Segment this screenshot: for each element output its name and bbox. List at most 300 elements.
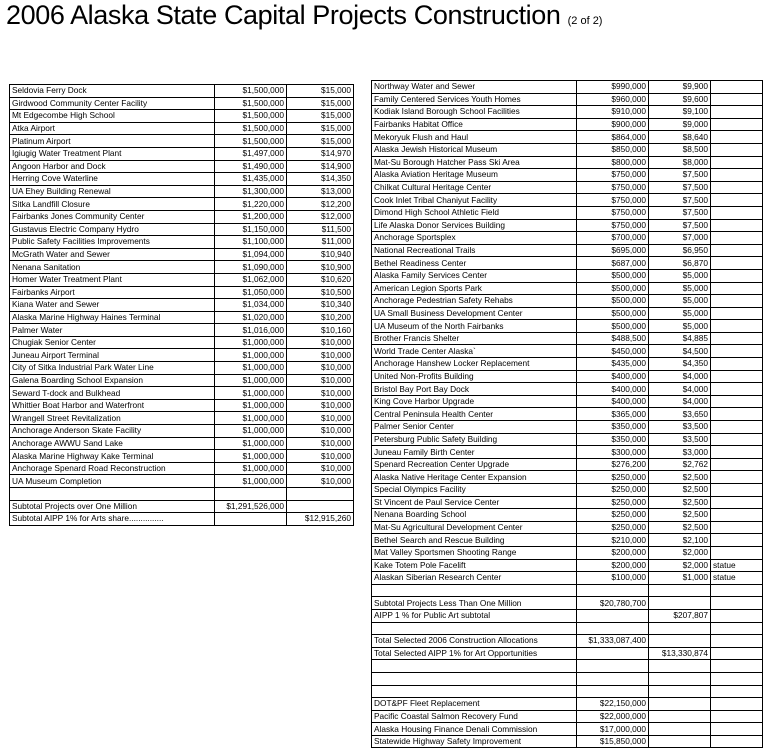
allocation-cell: $750,000 — [577, 169, 649, 182]
table-row — [372, 496, 763, 509]
aipp-cell: $2,500 — [649, 521, 711, 534]
allocation-cell: $960,000 — [577, 93, 649, 106]
project-name-cell: Juneau Family Birth Center — [372, 446, 577, 459]
table-row — [372, 345, 763, 358]
project-name-cell: Nenana Sanitation — [10, 261, 215, 274]
allocation-cell — [577, 584, 649, 597]
aipp-cell: $15,000 — [287, 135, 354, 148]
aipp-cell: $10,000 — [287, 387, 354, 400]
aipp-cell: $10,000 — [287, 462, 354, 475]
project-name-cell: Subtotal AIPP 1% for Arts share............... — [10, 513, 215, 526]
table-row — [10, 349, 354, 362]
project-name-cell: UA Museum Completion — [10, 475, 215, 488]
aipp-cell: $10,620 — [287, 273, 354, 286]
table-row — [372, 295, 763, 308]
project-name-cell: Mat-Su Agricultural Development Center — [372, 521, 577, 534]
aipp-cell: $8,640 — [649, 131, 711, 144]
aipp-cell: $5,000 — [649, 295, 711, 308]
note-cell — [711, 181, 763, 194]
allocation-cell: $1,020,000 — [215, 311, 287, 324]
note-cell — [711, 408, 763, 421]
note-cell — [711, 370, 763, 383]
allocation-cell: $750,000 — [577, 194, 649, 207]
allocation-cell: $1,000,000 — [215, 349, 287, 362]
project-name-cell: American Legion Sports Park — [372, 282, 577, 295]
note-cell — [711, 143, 763, 156]
aipp-cell: $12,915,260 — [287, 513, 354, 526]
table-row — [372, 194, 763, 207]
project-name-cell: Bristol Bay Port Bay Dock — [372, 383, 577, 396]
note-cell — [711, 635, 763, 648]
aipp-cell: $15,000 — [287, 85, 354, 98]
table-row — [372, 219, 763, 232]
table-row — [10, 362, 354, 375]
aipp-cell — [649, 597, 711, 610]
aipp-cell: $5,000 — [649, 307, 711, 320]
table-row — [10, 223, 354, 236]
note-cell — [711, 735, 763, 748]
allocation-cell: $1,062,000 — [215, 273, 287, 286]
aipp-cell: $4,000 — [649, 370, 711, 383]
table-row — [372, 584, 763, 597]
table-row — [10, 85, 354, 98]
table-row — [10, 500, 354, 513]
project-name-cell: Wrangell Street Revitalization — [10, 412, 215, 425]
project-name-cell: Alaska Native Heritage Center Expansion — [372, 471, 577, 484]
table-row — [10, 311, 354, 324]
aipp-cell — [287, 500, 354, 513]
project-name-cell: Brother Francis Shelter — [372, 332, 577, 345]
project-name-cell: UA Museum of the North Fairbanks — [372, 320, 577, 333]
aipp-cell — [649, 710, 711, 723]
allocation-cell: $200,000 — [577, 559, 649, 572]
allocation-cell — [577, 609, 649, 622]
project-name-cell: McGrath Water and Sewer — [10, 248, 215, 261]
note-cell — [711, 106, 763, 119]
note-cell — [711, 269, 763, 282]
table-row — [10, 450, 354, 463]
project-name-cell: Nenana Boarding School — [372, 509, 577, 522]
project-name-cell: UA Small Business Development Center — [372, 307, 577, 320]
table-row — [372, 269, 763, 282]
project-name-cell: Central Peninsula Health Center — [372, 408, 577, 421]
project-name-cell: Kiana Water and Sewer — [10, 299, 215, 312]
allocation-cell: $1,000,000 — [215, 450, 287, 463]
allocation-cell: $695,000 — [577, 244, 649, 257]
project-name-cell: Kodiak Island Borough School Facilities — [372, 106, 577, 119]
table-row — [372, 244, 763, 257]
table-row — [372, 471, 763, 484]
allocation-cell: $22,150,000 — [577, 698, 649, 711]
table-row — [372, 433, 763, 446]
allocation-cell: $350,000 — [577, 421, 649, 434]
allocation-cell: $500,000 — [577, 269, 649, 282]
project-name-cell: Homer Water Treatment Plant — [10, 273, 215, 286]
aipp-cell: $1,000 — [649, 572, 711, 585]
project-name-cell: Gustavus Electric Company Hydro — [10, 223, 215, 236]
note-cell — [711, 307, 763, 320]
table-row — [372, 181, 763, 194]
aipp-cell: $15,000 — [287, 122, 354, 135]
table-row — [10, 273, 354, 286]
aipp-cell: $5,000 — [649, 320, 711, 333]
project-name-cell: Mt Edgecombe High School — [10, 110, 215, 123]
allocation-cell: $17,000,000 — [577, 723, 649, 736]
allocation-cell: $1,034,000 — [215, 299, 287, 312]
aipp-cell: $3,500 — [649, 421, 711, 434]
note-cell — [711, 118, 763, 131]
aipp-cell: $12,200 — [287, 198, 354, 211]
allocation-cell: $1,050,000 — [215, 286, 287, 299]
table-row — [372, 408, 763, 421]
table-row — [10, 488, 354, 501]
aipp-cell: $9,600 — [649, 93, 711, 106]
project-name-cell: Girdwood Community Center Facility — [10, 97, 215, 110]
aipp-cell: $6,870 — [649, 257, 711, 270]
project-name-cell: Subtotal Projects over One Million — [10, 500, 215, 513]
aipp-cell: $10,000 — [287, 475, 354, 488]
allocation-cell: $250,000 — [577, 496, 649, 509]
aipp-cell: $10,000 — [287, 450, 354, 463]
allocation-cell: $365,000 — [577, 408, 649, 421]
note-cell — [711, 345, 763, 358]
allocation-cell: $1,500,000 — [215, 122, 287, 135]
aipp-cell: $7,500 — [649, 206, 711, 219]
table-row — [372, 282, 763, 295]
table-row — [372, 81, 763, 94]
aipp-cell: $10,000 — [287, 362, 354, 375]
allocation-cell — [577, 672, 649, 685]
note-cell — [711, 660, 763, 673]
table-row — [372, 521, 763, 534]
project-name-cell: Subtotal Projects Less Than One Million — [372, 597, 577, 610]
note-cell — [711, 546, 763, 559]
allocation-cell: $750,000 — [577, 181, 649, 194]
aipp-cell: $7,500 — [649, 219, 711, 232]
table-row — [10, 173, 354, 186]
aipp-cell: $10,940 — [287, 248, 354, 261]
note-cell — [711, 471, 763, 484]
allocation-cell: $400,000 — [577, 395, 649, 408]
allocation-cell: $1,500,000 — [215, 110, 287, 123]
aipp-cell: $8,000 — [649, 156, 711, 169]
note-cell — [711, 584, 763, 597]
table-row — [372, 735, 763, 748]
project-name-cell: Spenard Recreation Center Upgrade — [372, 458, 577, 471]
project-name-cell — [372, 584, 577, 597]
note-cell — [711, 458, 763, 471]
aipp-cell: $5,000 — [649, 269, 711, 282]
table-row — [372, 685, 763, 698]
aipp-cell — [649, 723, 711, 736]
aipp-cell: $13,000 — [287, 185, 354, 198]
project-name-cell: Chugiak Senior Center — [10, 336, 215, 349]
allocation-cell: $1,220,000 — [215, 198, 287, 211]
aipp-cell: $4,000 — [649, 383, 711, 396]
project-name-cell: Juneau Airport Terminal — [10, 349, 215, 362]
allocation-cell: $1,000,000 — [215, 475, 287, 488]
project-name-cell — [372, 660, 577, 673]
project-name-cell: UA Ehey Building Renewal — [10, 185, 215, 198]
table-row — [372, 106, 763, 119]
table-row — [372, 131, 763, 144]
aipp-cell: $9,100 — [649, 106, 711, 119]
table-row — [372, 458, 763, 471]
table-row — [372, 307, 763, 320]
project-name-cell: Igiugig Water Treatment Plant — [10, 147, 215, 160]
aipp-cell: $10,340 — [287, 299, 354, 312]
note-cell — [711, 358, 763, 371]
project-name-cell: Bethel Readiness Center — [372, 257, 577, 270]
table-row — [10, 135, 354, 148]
note-cell — [711, 395, 763, 408]
project-name-cell: Herring Cove Waterline — [10, 173, 215, 186]
allocation-cell: $300,000 — [577, 446, 649, 459]
table-row — [10, 210, 354, 223]
project-name-cell: Whittier Boat Harbor and Waterfront — [10, 399, 215, 412]
project-name-cell: Total Selected 2006 Construction Allocations — [372, 635, 577, 648]
allocation-cell: $1,291,526,000 — [215, 500, 287, 513]
allocation-cell: $500,000 — [577, 307, 649, 320]
note-cell — [711, 320, 763, 333]
table-row — [372, 534, 763, 547]
note-cell — [711, 244, 763, 257]
project-name-cell — [372, 672, 577, 685]
aipp-cell: $10,900 — [287, 261, 354, 274]
project-name-cell: World Trade Center Alaska` — [372, 345, 577, 358]
project-name-cell: DOT&PF Fleet Replacement — [372, 698, 577, 711]
table-row — [372, 358, 763, 371]
table-row — [10, 261, 354, 274]
project-name-cell: Sitka Landfill Closure — [10, 198, 215, 211]
table-row — [372, 93, 763, 106]
table-row — [372, 446, 763, 459]
note-cell — [711, 219, 763, 232]
aipp-cell — [649, 635, 711, 648]
table-row — [372, 332, 763, 345]
project-name-cell: Seward T-dock and Bulkhead — [10, 387, 215, 400]
note-cell — [711, 81, 763, 94]
note-cell: statue — [711, 559, 763, 572]
allocation-cell: $1,016,000 — [215, 324, 287, 337]
allocation-cell: $1,500,000 — [215, 135, 287, 148]
note-cell — [711, 521, 763, 534]
project-name-cell: Anchorage Spenard Road Reconstruction — [10, 462, 215, 475]
note-cell — [711, 647, 763, 660]
allocation-cell: $1,497,000 — [215, 147, 287, 160]
aipp-cell: $14,970 — [287, 147, 354, 160]
table-row — [10, 286, 354, 299]
table-row — [372, 320, 763, 333]
aipp-cell: $2,100 — [649, 534, 711, 547]
note-cell — [711, 622, 763, 635]
aipp-cell: $12,000 — [287, 210, 354, 223]
project-name-cell: King Cove Harbor Upgrade — [372, 395, 577, 408]
project-name-cell: Kake Totem Pole Facelift — [372, 559, 577, 572]
aipp-cell: $10,000 — [287, 412, 354, 425]
project-name-cell: Anchorage Pedestrian Safety Rehabs — [372, 295, 577, 308]
note-cell — [711, 698, 763, 711]
allocation-cell: $1,000,000 — [215, 437, 287, 450]
aipp-cell: $2,500 — [649, 509, 711, 522]
allocation-cell: $850,000 — [577, 143, 649, 156]
aipp-cell: $7,000 — [649, 232, 711, 245]
table-row — [10, 374, 354, 387]
allocation-cell: $1,490,000 — [215, 160, 287, 173]
project-name-cell: Anchorage Hanshew Locker Replacement — [372, 358, 577, 371]
note-cell — [711, 93, 763, 106]
aipp-cell — [649, 735, 711, 748]
page-indicator: (2 of 2) — [567, 15, 603, 27]
note-cell — [711, 295, 763, 308]
project-name-cell: Palmer Senior Center — [372, 421, 577, 434]
table-row — [10, 248, 354, 261]
project-name-cell: Alaska Marine Highway Haines Terminal — [10, 311, 215, 324]
table-row — [10, 198, 354, 211]
project-name-cell: Pacific Coastal Salmon Recovery Fund — [372, 710, 577, 723]
allocation-cell: $1,300,000 — [215, 185, 287, 198]
note-cell — [711, 446, 763, 459]
allocation-cell: $687,000 — [577, 257, 649, 270]
allocation-cell: $1,000,000 — [215, 387, 287, 400]
note-cell — [711, 484, 763, 497]
aipp-cell: $7,500 — [649, 169, 711, 182]
allocation-cell: $1,200,000 — [215, 210, 287, 223]
note-cell — [711, 723, 763, 736]
aipp-cell: $10,000 — [287, 336, 354, 349]
project-name-cell: Family Centered Services Youth Homes — [372, 93, 577, 106]
allocation-cell: $1,000,000 — [215, 399, 287, 412]
allocation-cell: $350,000 — [577, 433, 649, 446]
allocation-cell: $1,094,000 — [215, 248, 287, 261]
aipp-cell — [649, 622, 711, 635]
project-name-cell: Northway Water and Sewer — [372, 81, 577, 94]
note-cell — [711, 685, 763, 698]
note-cell — [711, 383, 763, 396]
project-name-cell: Anchorage Sportsplex — [372, 232, 577, 245]
table-row — [372, 660, 763, 673]
right-projects-table — [371, 80, 763, 748]
page-title — [6, 0, 602, 36]
allocation-cell: $1,000,000 — [215, 336, 287, 349]
table-row — [372, 635, 763, 648]
table-row — [10, 324, 354, 337]
project-name-cell: Bethel Search and Rescue Building — [372, 534, 577, 547]
table-row — [10, 97, 354, 110]
project-name-cell: Alaska Housing Finance Denali Commission — [372, 723, 577, 736]
allocation-cell: $1,000,000 — [215, 425, 287, 438]
note-cell — [711, 597, 763, 610]
allocation-cell: $500,000 — [577, 320, 649, 333]
aipp-cell: $4,350 — [649, 358, 711, 371]
project-name-cell: Alaska Jewish Historical Museum — [372, 143, 577, 156]
note-cell — [711, 332, 763, 345]
table-row — [372, 597, 763, 610]
allocation-cell: $450,000 — [577, 345, 649, 358]
table-row — [10, 147, 354, 160]
table-row — [10, 299, 354, 312]
aipp-cell: $10,500 — [287, 286, 354, 299]
project-name-cell: Alaska Aviation Heritage Museum — [372, 169, 577, 182]
note-cell: statue — [711, 572, 763, 585]
aipp-cell: $10,000 — [287, 399, 354, 412]
allocation-cell: $1,500,000 — [215, 85, 287, 98]
table-row — [372, 622, 763, 635]
aipp-cell: $6,950 — [649, 244, 711, 257]
aipp-cell: $15,000 — [287, 97, 354, 110]
table-row — [10, 387, 354, 400]
aipp-cell: $11,000 — [287, 236, 354, 249]
table-row — [372, 421, 763, 434]
title-text: 2006 Alaska State Capital Projects Construction — [6, 0, 561, 30]
project-name-cell: Petersburg Public Safety Building — [372, 433, 577, 446]
project-name-cell: Dimond High School Athletic Field — [372, 206, 577, 219]
table-row — [372, 118, 763, 131]
project-name-cell: Atka Airport — [10, 122, 215, 135]
table-row — [372, 370, 763, 383]
note-cell — [711, 534, 763, 547]
allocation-cell: $488,500 — [577, 332, 649, 345]
table-row — [372, 383, 763, 396]
table-row — [372, 257, 763, 270]
allocation-cell: $200,000 — [577, 546, 649, 559]
project-name-cell: Life Alaska Donor Services Building — [372, 219, 577, 232]
aipp-cell: $2,000 — [649, 559, 711, 572]
aipp-cell: $10,000 — [287, 349, 354, 362]
allocation-cell — [577, 622, 649, 635]
note-cell — [711, 496, 763, 509]
table-row — [372, 169, 763, 182]
table-row — [372, 156, 763, 169]
allocation-cell: $900,000 — [577, 118, 649, 131]
aipp-cell: $13,330,874 — [649, 647, 711, 660]
aipp-cell: $5,000 — [649, 282, 711, 295]
aipp-cell — [649, 660, 711, 673]
note-cell — [711, 232, 763, 245]
allocation-cell: $250,000 — [577, 484, 649, 497]
project-name-cell: United Non-Profits Building — [372, 370, 577, 383]
aipp-cell — [287, 488, 354, 501]
table-row — [10, 437, 354, 450]
allocation-cell: $210,000 — [577, 534, 649, 547]
table-row — [10, 122, 354, 135]
note-cell — [711, 282, 763, 295]
table-row — [10, 399, 354, 412]
aipp-cell: $3,650 — [649, 408, 711, 421]
aipp-cell: $14,350 — [287, 173, 354, 186]
aipp-cell: $207,807 — [649, 609, 711, 622]
allocation-cell: $1,100,000 — [215, 236, 287, 249]
allocation-cell: $700,000 — [577, 232, 649, 245]
note-cell — [711, 257, 763, 270]
allocation-cell: $1,000,000 — [215, 462, 287, 475]
note-cell — [711, 169, 763, 182]
left-projects-table — [9, 84, 354, 526]
note-cell — [711, 433, 763, 446]
allocation-cell — [577, 660, 649, 673]
project-name-cell: Fairbanks Airport — [10, 286, 215, 299]
project-name-cell: Alaska Marine Highway Kake Terminal — [10, 450, 215, 463]
note-cell — [711, 131, 763, 144]
allocation-cell: $910,000 — [577, 106, 649, 119]
table-row — [372, 723, 763, 736]
allocation-cell: $400,000 — [577, 370, 649, 383]
note-cell — [711, 194, 763, 207]
aipp-cell: $7,500 — [649, 194, 711, 207]
aipp-cell: $4,885 — [649, 332, 711, 345]
allocation-cell: $250,000 — [577, 471, 649, 484]
aipp-cell: $2,500 — [649, 471, 711, 484]
